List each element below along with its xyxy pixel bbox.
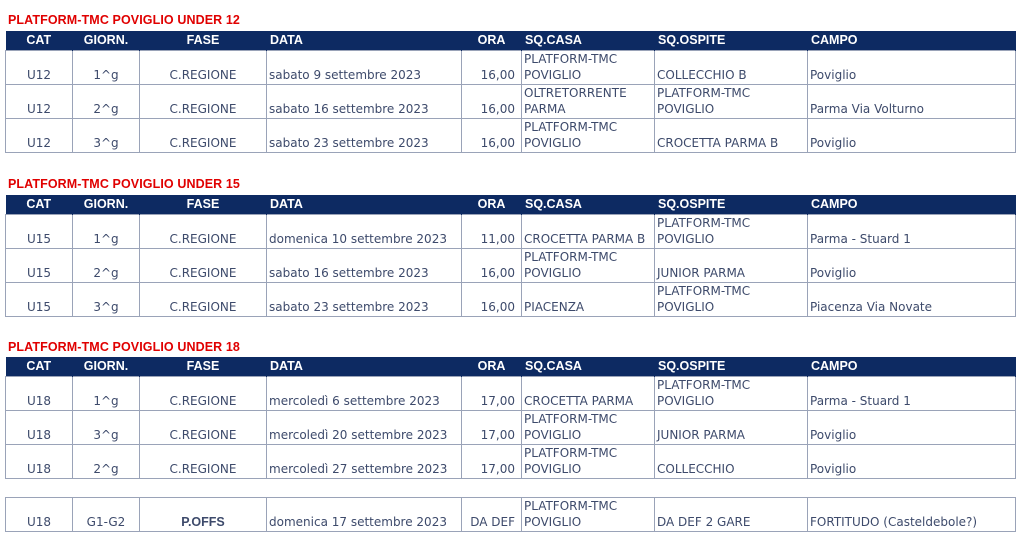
cell-ospite-line1 — [657, 445, 805, 461]
cell-fase: C.REGIONE — [140, 118, 267, 152]
cell-ospite — [655, 84, 808, 118]
header-casa: SQ.CASA — [522, 195, 655, 214]
cell-casa — [522, 248, 655, 282]
header-casa: SQ.CASA — [522, 357, 655, 376]
cell-fase: C.REGIONE — [140, 214, 267, 248]
cell-ospite-line2: POVIGLIO — [657, 101, 715, 116]
cell-ora: 16,00 — [462, 282, 522, 316]
cell-campo: Poviglio — [808, 50, 1016, 84]
cell-casa — [522, 410, 655, 444]
cell-cat: U18 — [6, 376, 73, 410]
cell-giorn: 3^g — [73, 282, 140, 316]
cell-fase: C.REGIONE — [140, 248, 267, 282]
table-row — [6, 84, 1016, 118]
cell-casa-line2: CROCETTA PARMA B — [524, 231, 646, 246]
cell-casa-line2: CROCETTA PARMA — [524, 393, 634, 408]
playoff-row — [6, 498, 1016, 532]
cell-casa — [522, 118, 655, 152]
cell-casa-line2: POVIGLIO — [524, 67, 582, 82]
cell-fase: C.REGIONE — [140, 84, 267, 118]
cell-giorn: 3^g — [73, 118, 140, 152]
cell-ospite-line2: DA DEF 2 GARE — [657, 515, 751, 529]
cell-data: domenica 10 settembre 2023 — [267, 214, 462, 248]
cell-campo: Poviglio — [808, 248, 1016, 282]
cell-casa — [522, 376, 655, 410]
cell-ora: DA DEF — [462, 498, 522, 532]
header-data: DATA — [267, 357, 462, 376]
cell-ospite — [655, 498, 808, 532]
cell-casa-line1: OLTRETORRENTE — [524, 85, 627, 100]
cell-ospite-line2: COLLECCHIO — [657, 461, 735, 476]
cell-giorn: 1^g — [73, 376, 140, 410]
cell-campo: Parma - Stuard 1 — [808, 214, 1016, 248]
cell-data: sabato 23 settembre 2023 — [267, 118, 462, 152]
cell-campo: FORTITUDO (Casteldebole?) — [808, 498, 1016, 532]
cell-fase: C.REGIONE — [140, 376, 267, 410]
section-title-u18: PLATFORM-TMC POVIGLIO UNDER 18 — [8, 340, 240, 354]
table-row — [6, 444, 1016, 478]
header-giorn: GIORN. — [73, 195, 140, 214]
cell-ospite-line1 — [657, 411, 805, 427]
table-row — [6, 376, 1016, 410]
table-row — [6, 282, 1016, 316]
cell-data: mercoledì 20 settembre 2023 — [267, 410, 462, 444]
cell-casa-line2: POVIGLIO — [524, 427, 582, 442]
cell-fase: C.REGIONE — [140, 50, 267, 84]
header-fase: FASE — [140, 357, 267, 376]
cell-giorn: 3^g — [73, 410, 140, 444]
section-title-u12: PLATFORM-TMC POVIGLIO UNDER 12 — [8, 13, 240, 27]
cell-ospite-line1 — [657, 119, 805, 135]
cell-data: domenica 17 settembre 2023 — [267, 498, 462, 532]
cell-ospite — [655, 376, 808, 410]
header-cat: CAT — [6, 357, 73, 376]
cell-ospite-line1: PLATFORM-TMC — [657, 85, 751, 100]
table-header-row — [6, 357, 1016, 376]
cell-ospite-line1 — [657, 51, 805, 67]
cell-cat: U15 — [6, 214, 73, 248]
cell-cat: U15 — [6, 282, 73, 316]
cell-campo: Piacenza Via Novate — [808, 282, 1016, 316]
cell-cat: U18 — [6, 498, 73, 532]
table-header-row — [6, 31, 1016, 50]
cell-giorn: 1^g — [73, 50, 140, 84]
cell-casa-line1: PLATFORM-TMC — [524, 499, 618, 513]
cell-campo: Parma - Stuard 1 — [808, 376, 1016, 410]
header-ospite: SQ.OSPITE — [655, 31, 808, 50]
cell-fase: C.REGIONE — [140, 282, 267, 316]
cell-casa-line2: PARMA — [524, 101, 566, 116]
cell-ospite-line1 — [657, 249, 805, 265]
cell-ospite-line1: PLATFORM-TMC — [657, 377, 751, 392]
cell-casa-line1 — [524, 215, 652, 231]
cell-fase: C.REGIONE — [140, 410, 267, 444]
cell-casa-line2: PIACENZA — [524, 299, 585, 314]
cell-giorn: G1-G2 — [73, 498, 140, 532]
cell-casa-line1: PLATFORM-TMC — [524, 445, 618, 460]
cell-cat: U12 — [6, 118, 73, 152]
schedule-table-u18 — [5, 357, 1016, 479]
header-cat: CAT — [6, 195, 73, 214]
header-ora: ORA — [462, 195, 522, 214]
cell-casa-line2: POVIGLIO — [524, 515, 582, 529]
cell-ospite — [655, 118, 808, 152]
table-row — [6, 50, 1016, 84]
header-fase: FASE — [140, 195, 267, 214]
cell-campo: Poviglio — [808, 444, 1016, 478]
schedule-table-u15 — [5, 195, 1016, 317]
cell-casa-line1: PLATFORM-TMC — [524, 249, 618, 264]
cell-ora: 17,00 — [462, 444, 522, 478]
cell-casa-line1: PLATFORM-TMC — [524, 51, 618, 66]
cell-cat: U12 — [6, 50, 73, 84]
header-ora: ORA — [462, 31, 522, 50]
table-row — [6, 410, 1016, 444]
cell-giorn: 1^g — [73, 214, 140, 248]
header-casa: SQ.CASA — [522, 31, 655, 50]
cell-ospite-line2: POVIGLIO — [657, 393, 715, 408]
table-row — [6, 118, 1016, 152]
playoff-table — [5, 497, 1016, 532]
cell-ospite-line2: POVIGLIO — [657, 299, 715, 314]
cell-ospite-line2: JUNIOR PARMA — [657, 427, 746, 442]
cell-data: sabato 9 settembre 2023 — [267, 50, 462, 84]
cell-casa-line2: POVIGLIO — [524, 135, 582, 150]
header-giorn: GIORN. — [73, 357, 140, 376]
cell-ospite — [655, 248, 808, 282]
header-ospite: SQ.OSPITE — [655, 357, 808, 376]
cell-ospite — [655, 282, 808, 316]
cell-ospite-line2: CROCETTA PARMA B — [657, 135, 779, 150]
header-cat: CAT — [6, 31, 73, 50]
cell-casa-line1 — [524, 283, 652, 299]
cell-fase: C.REGIONE — [140, 444, 267, 478]
header-ospite: SQ.OSPITE — [655, 195, 808, 214]
cell-cat: U15 — [6, 248, 73, 282]
schedule-table-u12 — [5, 31, 1016, 153]
table-row — [6, 248, 1016, 282]
cell-campo: Poviglio — [808, 118, 1016, 152]
header-fase: FASE — [140, 31, 267, 50]
cell-ora: 11,00 — [462, 214, 522, 248]
cell-giorn: 2^g — [73, 248, 140, 282]
header-giorn: GIORN. — [73, 31, 140, 50]
cell-ora: 16,00 — [462, 118, 522, 152]
cell-data: sabato 16 settembre 2023 — [267, 84, 462, 118]
cell-cat: U18 — [6, 444, 73, 478]
cell-casa — [522, 50, 655, 84]
section-title-u15: PLATFORM-TMC POVIGLIO UNDER 15 — [8, 177, 240, 191]
cell-campo: Poviglio — [808, 410, 1016, 444]
cell-ospite-line2: POVIGLIO — [657, 231, 715, 246]
cell-ospite-line1 — [657, 498, 805, 514]
cell-ora: 17,00 — [462, 376, 522, 410]
header-data: DATA — [267, 195, 462, 214]
cell-data: sabato 16 settembre 2023 — [267, 248, 462, 282]
cell-casa — [522, 84, 655, 118]
header-campo: CAMPO — [808, 31, 1016, 50]
header-campo: CAMPO — [808, 357, 1016, 376]
header-ora: ORA — [462, 357, 522, 376]
table-row — [6, 214, 1016, 248]
cell-campo: Parma Via Volturno — [808, 84, 1016, 118]
cell-casa — [522, 498, 655, 532]
cell-ora: 16,00 — [462, 248, 522, 282]
cell-ospite-line2: JUNIOR PARMA — [657, 265, 746, 280]
cell-giorn: 2^g — [73, 84, 140, 118]
cell-ospite — [655, 444, 808, 478]
cell-ora: 17,00 — [462, 410, 522, 444]
cell-ospite-line1: PLATFORM-TMC — [657, 283, 751, 298]
cell-casa — [522, 214, 655, 248]
cell-data: sabato 23 settembre 2023 — [267, 282, 462, 316]
cell-ospite — [655, 410, 808, 444]
cell-casa-line2: POVIGLIO — [524, 265, 582, 280]
cell-ospite — [655, 214, 808, 248]
cell-ospite-line2: COLLECCHIO B — [657, 67, 747, 82]
header-campo: CAMPO — [808, 195, 1016, 214]
cell-casa-line1 — [524, 377, 652, 393]
cell-ospite — [655, 50, 808, 84]
cell-casa-line2: POVIGLIO — [524, 461, 582, 476]
header-data: DATA — [267, 31, 462, 50]
cell-data: mercoledì 27 settembre 2023 — [267, 444, 462, 478]
cell-casa-line1: PLATFORM-TMC — [524, 119, 618, 134]
table-header-row — [6, 195, 1016, 214]
cell-giorn: 2^g — [73, 444, 140, 478]
cell-ora: 16,00 — [462, 84, 522, 118]
cell-casa-line1: PLATFORM-TMC — [524, 411, 618, 426]
cell-fase: P.OFFS — [140, 498, 267, 532]
cell-cat: U12 — [6, 84, 73, 118]
cell-data: mercoledì 6 settembre 2023 — [267, 376, 462, 410]
cell-casa — [522, 282, 655, 316]
cell-ospite-line1: PLATFORM-TMC — [657, 215, 751, 230]
cell-ora: 16,00 — [462, 50, 522, 84]
cell-cat: U18 — [6, 410, 73, 444]
cell-casa — [522, 444, 655, 478]
